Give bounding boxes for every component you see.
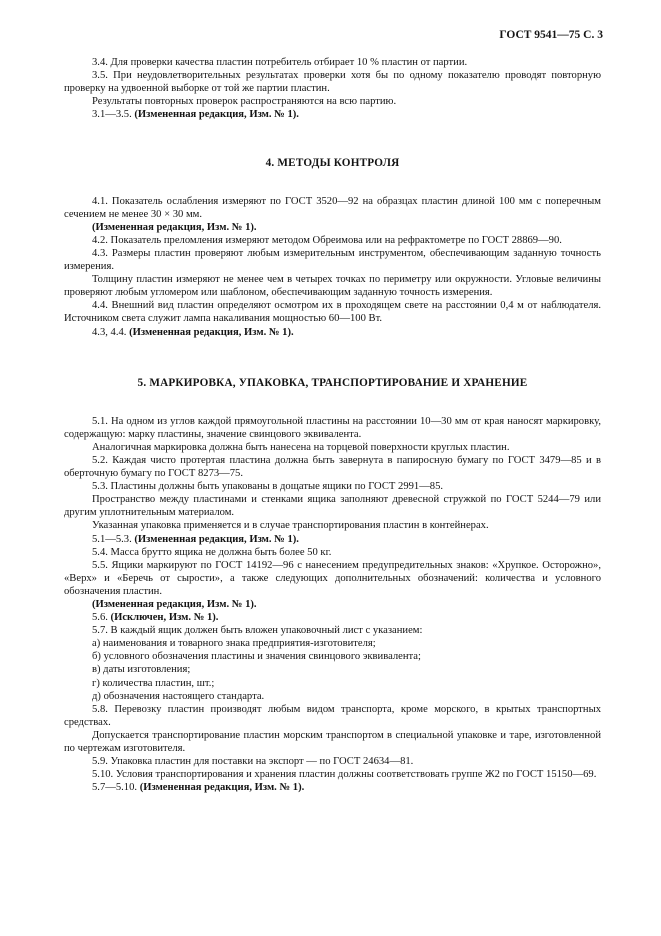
paragraph: 4.1. Показатель ослабления измеряют по ГОСТ 3520—92 на образцах пластин длиной 100 мм с поперечным сечением не менее 30 × 30 мм. <box>64 195 601 220</box>
paragraph: 3.5. При неудовлетворительных результатах проверки хотя бы по одному показателю проводят повторную проверку на удвоенной выборке от той же партии пластин. <box>64 70 601 95</box>
list-item: в) даты изготовления; <box>92 664 191 676</box>
paragraph: 5.2. Каждая чисто протертая пластина должна быть завернута в папиросную бумагу по ГОСТ 3479—85 и в оберточную бумагу по ГОСТ 8273—75. <box>64 454 601 480</box>
note-ref: 5.1—5.3. <box>92 533 132 545</box>
amendment-note <box>64 781 601 794</box>
paragraph: 3.4. Для проверки качества пластин потребитель отбирает 10 % пластин от партии. <box>92 57 468 68</box>
paragraph: Результаты повторных проверок распространяются на всю партию. <box>92 96 397 108</box>
paragraph: Указанная упаковка применяется и в случае транспортирования пластин в контейнерах. <box>92 520 489 532</box>
note-text: (Измененная редакция, Изм. № 1). <box>134 533 299 545</box>
paragraph: Аналогичная маркировка должна быть нанесена на торцевой поверхности круглых пластин. <box>92 441 510 453</box>
note-ref: 3.1—3.5. <box>92 109 132 121</box>
paragraph: 5.3. Пластины должны быть упакованы в дощатые ящики по ГОСТ 2991—85. <box>92 481 444 493</box>
amendment-note <box>64 108 601 121</box>
amendment-note <box>64 221 601 234</box>
note-text: (Измененная редакция, Изм. № 1). <box>134 109 299 121</box>
paragraph: 4.3. Размеры пластин проверяют любым измерительным инструментом, обеспечивающим заданную точность измерения. <box>64 247 601 273</box>
list-item: б) условного обозначения пластины и значения свинцового эквивалента; <box>92 651 421 663</box>
document-body <box>64 56 601 794</box>
list-item: а) наименования и товарного знака предприятия-изготовителя; <box>92 638 376 650</box>
amendment-note <box>64 533 601 546</box>
paragraph: Допускается транспортирование пластин морским транспортом в специальной упаковке и таре, изготовленной по чертежам изготовителя. <box>64 729 601 755</box>
paragraph: 5.9. Упаковка пластин для поставки на экспорт — по ГОСТ 24634—81. <box>92 756 414 768</box>
paragraph: 5.5. Ящики маркируют по ГОСТ 14192—96 с нанесением предупредительных знаков: «Хрупкое. Осторожно», «Верх» и «Беречь от сырости», а также следующих дополнительных обозначений: количества и условного обозначения пластин. <box>64 559 601 597</box>
paragraph: 5.1. На одном из углов каждой прямоугольной пластины на расстоянии 10—30 мм от края наносят маркировку, содержащую: марку пластины, значение свинцового эквивалента. <box>64 415 601 440</box>
note-text: (Измененная редакция, Изм. № 1). <box>92 599 257 610</box>
paragraph: Толщину пластин измеряют не менее чем в четырех точках по периметру или окружности. Угловые величины проверяют любым угломером или шаблоном, обеспечивающим заданную точность измерения. <box>64 274 601 299</box>
note-ref: 4.3, 4.4. <box>92 326 127 338</box>
paragraph: 5.10. Условия транспортирования и хранения пластин должны соответствовать группе Ж2 по ГОСТ 15150—69. <box>92 769 597 781</box>
paragraph: 4.2. Показатель преломления измеряют методом Обреимова или на рефрактометре по ГОСТ 28869—90. <box>92 234 562 246</box>
paragraph: Пространство между пластинами и стенками ящика заполняют древесной стружкой по ГОСТ 5244—79 или другим уплотнительным материалом. <box>64 494 601 519</box>
page-header: ГОСТ 9541—75 С. 3 <box>499 29 603 41</box>
note-text: (Измененная редакция, Изм. № 1). <box>139 782 305 794</box>
paragraph: 5.8. Перевозку пластин производят любым видом транспорта, кроме морского, в крытых транспортных средствах. <box>64 703 601 728</box>
note-text: (Измененная редакция, Изм. № 1). <box>92 221 257 233</box>
clause-number: 5.6. <box>92 612 108 624</box>
paragraph: 4.4. Внешний вид пластин определяют осмотром их в проходящем свете на расстоянии 0,4 м от наблюдателя. Источником света служит лампа накаливания мощностью 60—100 Вт. <box>64 300 601 325</box>
section-title-5: 5. МАРКИРОВКА, УПАКОВКА, ТРАНСПОРТИРОВАНИЕ И ХРАНЕНИЕ <box>137 376 528 389</box>
section-title-4: 4. МЕТОДЫ КОНТРОЛЯ <box>265 157 400 170</box>
amendment-note <box>64 326 601 339</box>
paragraph <box>64 611 601 624</box>
list-item: д) обозначения настоящего стандарта. <box>92 690 265 702</box>
note-ref: 5.7—5.10. <box>92 782 138 794</box>
paragraph: 5.4. Масса брутто ящика не должна быть более 50 кг. <box>92 546 332 558</box>
note-text: (Измененная редакция, Изм. № 1). <box>129 326 294 338</box>
list-item: г) количества пластин, шт.; <box>92 677 215 689</box>
amendment-note <box>64 598 601 611</box>
paragraph: 5.7. В каждый ящик должен быть вложен упаковочный лист с указанием: <box>92 625 423 637</box>
excluded-note: (Исключен, Изм. № 1). <box>110 612 219 624</box>
